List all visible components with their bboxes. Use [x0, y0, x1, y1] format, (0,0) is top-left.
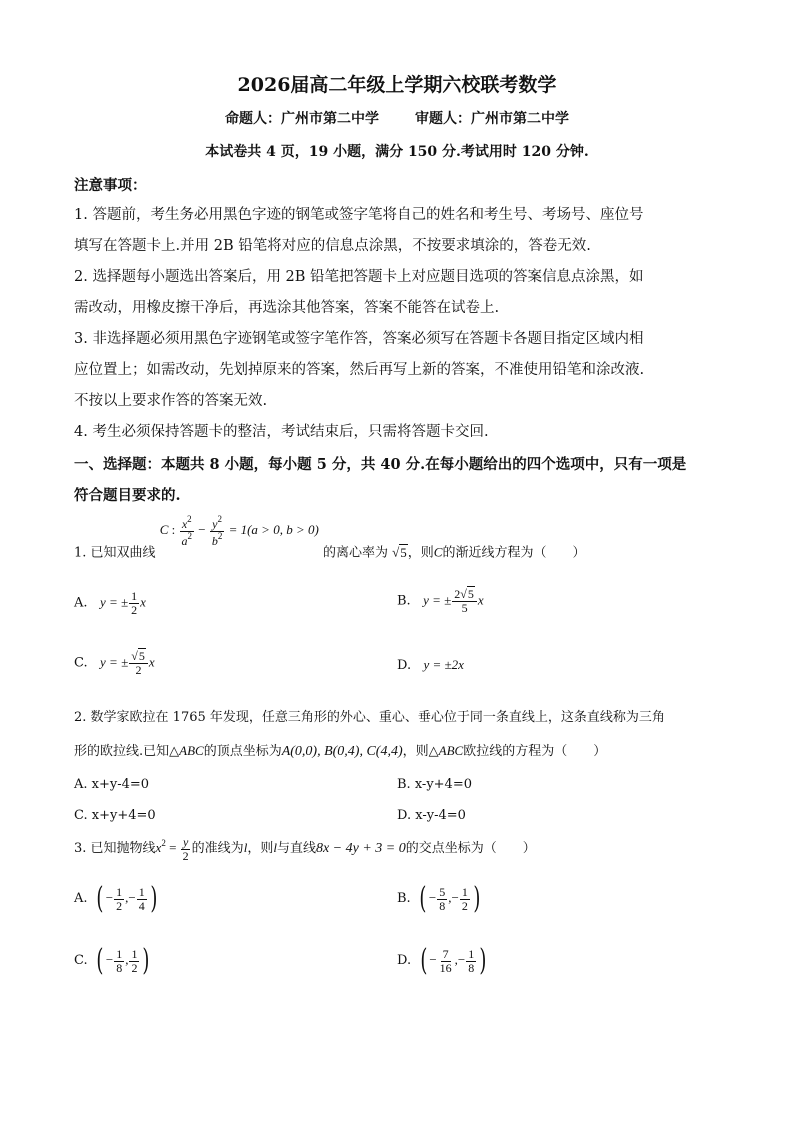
note-1-line-1: 1. 答题前，考生务必用黑色字迹的钢笔或签字笔将自己的姓名和考生号、考场号、座位号: [74, 207, 644, 223]
notes-heading: 注意事项：: [74, 177, 147, 194]
note-3-line-3: 不按以上要求作答的答案无效.: [74, 393, 268, 409]
q1-sqrt5: √5: [392, 544, 407, 560]
q1-end: 的渐近线方程为（ ）: [442, 545, 586, 561]
note-3-line-1: 3. 非选择题必须用黑色字迹钢笔或签字笔作答，答案必须写在答题卡各题目指定区域内相: [74, 331, 644, 347]
note-3-line-2: 应位置上；如需改动，先划掉原来的答案，然后再写上新的答案，不准使用铅笔和涂改液.: [74, 362, 645, 378]
question-1-stem: 1. 已知双曲线 C : $\frac{x^2}{a^2}$ − $\frac{y^2}{b^2}$ = 1(a > 0, b > 0) 的离心率为 √5，则C的渐近线方程为（ ）: [74, 514, 586, 561]
section-1-line-2: 符合题目要求的.: [74, 487, 181, 504]
note-1-line-2: 填写在答题卡上.并用 2B 铅笔将对应的信息点涂黑，不按要求填涂的，答卷无效.: [74, 238, 591, 254]
setter: 命题人：广州市第二中学: [225, 111, 379, 127]
q1-option-a[interactable]: A. y = ± $\frac{1}{2}$ x: [74, 589, 146, 617]
section-1-line-1: 一、选择题：本题共 8 小题，每小题 5 分，共 40 分.在每小题给出的四个选项中，只有一项是: [74, 456, 687, 473]
q1-option-c[interactable]: C. y = ± $\frac{√5}{2}$ x: [74, 649, 155, 677]
reviewer: 审题人：广州市第二中学: [415, 111, 569, 127]
q3-option-b[interactable]: B. ( − $\frac{5}{8}$ ,− $\frac{1}{2}$ ): [397, 881, 481, 916]
q3-option-d[interactable]: D. ( − $\frac{7}{16}$ ,− $\frac{1}{8}$ ): [397, 943, 487, 978]
q2-option-d[interactable]: D. x-y-4=0: [397, 808, 466, 823]
q2-option-c[interactable]: C. x+y+4=0: [74, 808, 156, 823]
question-2-line-2: 形的欧拉线.已知△ABC的顶点坐标为A(0,0), B(0,4), C(4,4)，则△ABC欧拉线的方程为（ ）: [74, 743, 607, 759]
q1-mid: 的离心率为: [322, 545, 388, 561]
note-2-line-2: 需改动，用橡皮擦干净后，再选涂其他答案，答案不能答在试卷上.: [74, 300, 500, 316]
q1-prefix: 1. 已知双曲线: [74, 545, 156, 561]
note-4: 4. 考生必须保持答题卡的整洁，考试结束后，只需将答题卡交回.: [74, 424, 489, 440]
author-line: [0, 108, 794, 128]
q3-option-c[interactable]: C. ( − $\frac{1}{8}$ , $\frac{1}{2}$ ): [74, 943, 150, 978]
exam-title: 2026届高二年级上学期六校联考数学: [237, 74, 557, 96]
q1-option-b[interactable]: B. y = ± $\frac{2√5}{5}$ x: [397, 587, 484, 615]
q1-option-d[interactable]: D. y = ±2x: [397, 657, 464, 673]
exam-info: 本试卷共 4 页，19 小题，满分 150 分.考试用时 120 分钟.: [205, 144, 589, 160]
q3-option-a[interactable]: A. ( − $\frac{1}{2}$ ,− $\frac{1}{4}$ ): [74, 881, 158, 916]
q2-option-b[interactable]: B. x-y+4=0: [397, 777, 472, 792]
q2-option-a[interactable]: A. x+y-4=0: [74, 777, 150, 792]
note-2-line-1: 2. 选择题每小题选出答案后，用 2B 铅笔把答题卡上对应题目选项的答案信息点涂黑，如: [74, 269, 644, 285]
q1-hyperbola-equation: C : $\frac{x^2}{a^2}$ − $\frac{y^2}{b^2}$ = 1(a > 0, b > 0): [159, 514, 319, 548]
question-2-line-1: 2. 数学家欧拉在 1765 年发现，任意三角形的外心、重心、垂心位于同一条直线上，这条直线称为三角: [74, 710, 665, 725]
question-3-stem: 3. 已知抛物线$x^2$ = $\frac{y}{2}$ 的准线为l，则l与直线8x − 4y + 3 = 0的交点坐标为（ ）: [74, 835, 536, 863]
